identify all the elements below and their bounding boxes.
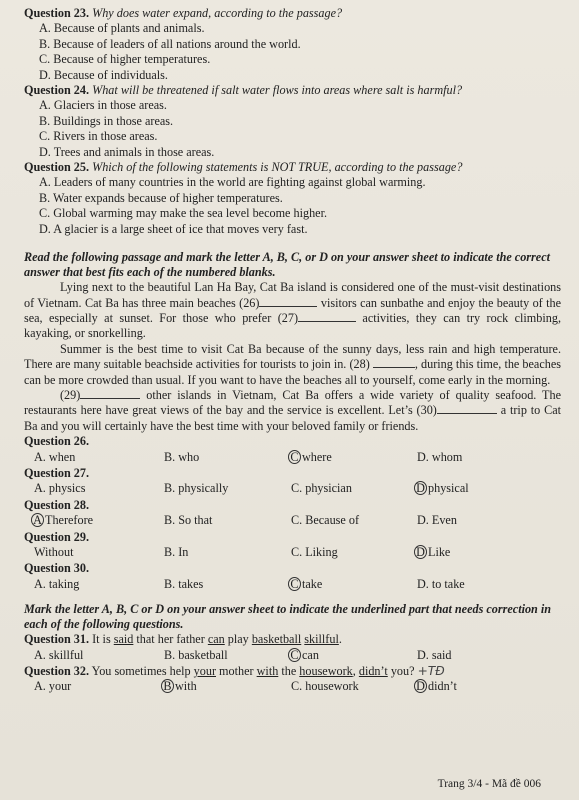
q32-options [24, 679, 561, 694]
underlined-part: didn’t [358, 664, 388, 679]
question-label: Question 24. [24, 83, 90, 98]
question-23 [24, 6, 561, 21]
circled-answer-mark: D [414, 481, 427, 495]
answer-option: C take [291, 577, 417, 592]
blank-27 [298, 321, 356, 322]
question-label: Question 25. [24, 160, 90, 175]
answer-option: C. physician [291, 481, 352, 496]
option-d: D didn’t [417, 679, 527, 694]
option-c: C. housework [291, 679, 359, 694]
question-label: Question 28. [24, 497, 90, 512]
q25-option-a: A. Leaders of many countries in the world are fighting against global warming. [39, 175, 426, 190]
blank-28 [373, 367, 415, 368]
underlined-part: can [207, 632, 225, 647]
handwritten-note: +TĐ [417, 664, 445, 679]
passage-paragraph-3: (29) other islands in Vietnam, Cat Ba offers a wide variety of quality seafood. The restaurants here have great views of the bay and the service is excellent. Let’s (30) a trip to Cat Ba and you will certainly have the best time with your beloved family or friends. [24, 387, 562, 433]
section-instruction: Read the following passage and mark the letter A, B, C, or D on your answer sheet to indicate the correct answer that best fits each of the numbered blanks. [24, 250, 551, 280]
option-d: D. said [417, 647, 452, 662]
underlined-part: housework [299, 664, 353, 679]
answer-option: D Like [417, 545, 527, 560]
blank-26 [259, 306, 317, 307]
blank-29 [80, 398, 140, 399]
gap-question-options [24, 481, 561, 496]
option-a: A. skillful [34, 647, 84, 662]
q23-option-c: C. Because of higher temperatures. [39, 52, 211, 67]
circled-answer-mark: C [288, 648, 301, 662]
answer-option: D. Even [417, 513, 457, 528]
blank-30 [437, 413, 497, 414]
answer-option: B. takes [164, 576, 204, 591]
section-instruction: Mark the letter A, B, C or D on your answer sheet to indicate the underlined part that needs correction in each of the following questions. [24, 602, 552, 632]
q23-option-b: B. Because of leaders of all nations around the world. [39, 36, 301, 51]
question-32: Question 32. You sometimes help your mother with the housework, didn’t you? +TĐ [24, 664, 445, 679]
question-stem: Which of the following statements is NOT TRUE, according to the passage? [92, 160, 463, 175]
q24-option-a: A. Glaciers in those areas. [39, 98, 167, 113]
underlined-part: skillful [304, 632, 339, 647]
gap-question-options [24, 450, 561, 465]
question-label: Question 29. [24, 529, 90, 544]
circled-answer-mark: C [288, 450, 301, 464]
answer-option: A. taking [34, 576, 80, 591]
question-31: Question 31. It is said that her father can play basketball skillful. [24, 632, 342, 647]
underlined-part: said [113, 632, 134, 647]
answer-option: B. physically [164, 481, 229, 496]
question-label: Question 27. [24, 465, 90, 480]
underlined-part: basketball [251, 632, 302, 647]
answer-option: D physical [417, 481, 527, 496]
underlined-part: your [193, 664, 216, 679]
answer-option: C. Because of [291, 513, 360, 528]
circled-answer-mark: D [414, 545, 427, 559]
question-label: Question 23. [24, 6, 90, 20]
answer-option: D. whom [417, 449, 463, 464]
question-label: Question 30. [24, 561, 90, 576]
q24-option-b: B. Buildings in those areas. [39, 113, 174, 128]
q25-option-c: C. Global warming may make the sea level become higher. [39, 206, 328, 221]
q31-options [24, 648, 561, 663]
page-footer: Trang 3/4 - Mã đề 006 [437, 777, 541, 790]
gap-question-list [24, 434, 561, 592]
option-b: B. basketball [164, 647, 228, 662]
q25-option-b: B. Water expands because of higher temperatures. [39, 190, 283, 205]
q25-option-d: D. A glacier is a large sheet of ice that moves very fast. [39, 221, 308, 236]
q23-option-a: A. Because of plants and animals. [39, 21, 205, 36]
option-a: A. your [34, 679, 72, 694]
circled-answer-mark: B [161, 679, 174, 693]
circled-answer-mark: A [31, 513, 44, 527]
answer-option: A. when [34, 449, 76, 464]
answer-option: B. So that [164, 513, 213, 528]
question-stem: Why does water expand, according to the passage? [92, 6, 343, 20]
circled-answer-mark: C [288, 577, 301, 591]
answer-option: B. In [164, 545, 189, 559]
question-24 [24, 83, 561, 98]
answer-option: C where [291, 450, 417, 465]
answer-option: D. to take [417, 576, 465, 591]
q24-option-d: D. Trees and animals in those areas. [39, 144, 215, 159]
question-label: Question 26. [24, 434, 90, 449]
gap-question-options [24, 513, 561, 528]
answer-option: C. Liking [291, 545, 338, 559]
question-25 [24, 160, 561, 175]
answer-option: Without [34, 545, 74, 559]
gap-question-options [24, 577, 561, 592]
circled-answer-mark: D [414, 679, 427, 693]
option-b: B with [164, 679, 291, 694]
gap-question-options [24, 545, 561, 560]
answer-option: A. physics [34, 481, 86, 496]
option-c: C can [291, 648, 417, 663]
q24-option-c: C. Rivers in those areas. [39, 129, 158, 144]
q23-option-d: D. Because of individuals. [39, 67, 168, 82]
passage-paragraph-2: Summer is the best time to visit Cat Ba because of the sunny days, less rain and high temperature. There are many suitable beachside activities for tourists to join in. (28) , during this time, the beaches can be more crowded than usual. If you want to have the beaches all to yourself, come early in the morning. [24, 341, 561, 387]
question-stem: What will be threatened if salt water flows into areas where salt is harmful? [92, 83, 463, 98]
passage-paragraph-1: Lying next to the beautiful Lan Ha Bay, Cat Ba island is considered one of the must-visit destinations of Vietnam. Cat Ba has three main beaches (26) visitors can sunbathe and enjoy the beauty of the sea, especially at sunset. For those who prefer (27) activities, they can try rock climbing, kayaking, or snorkelling. [24, 280, 562, 341]
answer-option: B. who [164, 449, 200, 464]
answer-option: A Therefore [34, 513, 164, 528]
underlined-part: with [256, 664, 279, 679]
